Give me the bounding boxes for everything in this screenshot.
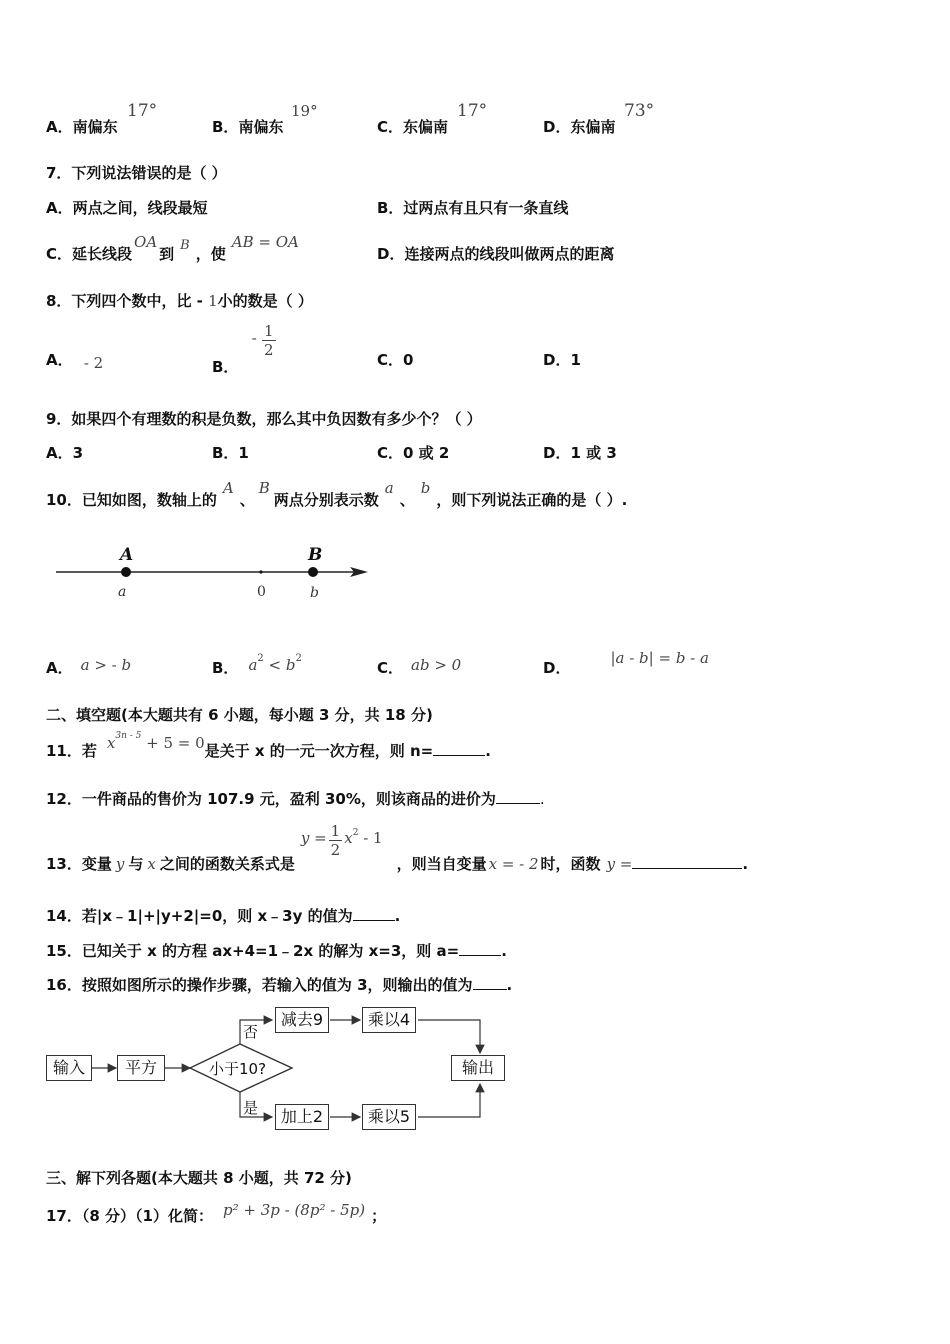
q6-degree-b: 19° [291,102,318,120]
section-3-heading: 三、解下列各题(本大题共 8 小题，共 72 分) [46,1169,352,1187]
stem-text: . [742,855,749,873]
variable: b [285,656,296,674]
minus-sign: - [251,329,257,347]
option-text: 南偏东 [72,118,118,136]
equation: AB = OA [231,233,299,251]
q8-option-c: C．0 [377,351,414,369]
q6-degree-c: 17° [457,101,488,121]
option-letter: A． [46,118,73,136]
q9-stem: 9．如果四个有理数的积是负数，那么其中负因数有多少个？（ ） [46,410,482,428]
q7-option-b: B．过两点有且只有一条直线 [377,199,569,217]
equation: |a - b| = b - a [610,649,709,667]
stem-text: 12．一件商品的售价为 107.9 元，盈利 30%，则该商品的进价为 [46,790,496,808]
variable: x [344,829,353,847]
axis-label-zero: 0 [257,584,266,600]
separator: 、 [399,491,415,509]
option-text: 东偏南 [570,118,616,136]
exponent: 2 [352,828,359,838]
stem-text: 14．若|x﹣1|+|y+2|=0，则 x﹣3y 的值为 [46,907,353,925]
q9-option-b: B．1 [212,444,249,462]
stem-text: 是关于 x 的一元一次方程，则 n= [204,742,434,760]
axis-label-b: b [310,585,319,601]
option-letter: B． [212,659,239,677]
q9-option-c: C．0 或 2 [377,444,450,462]
q9-option-a: A．3 [46,444,84,462]
stem-text: ； [371,1207,387,1225]
stem-text: 8．下列四个数中，比 - [46,292,209,310]
section-2-heading: 二、填空题(本大题共有 6 小题，每小题 3 分，共 18 分) [46,706,433,724]
option-text: C．延长线段 [46,245,133,263]
flow-yes-label: 是 [243,1099,259,1117]
axis-label-a: a [118,584,127,600]
variable: x [147,855,156,873]
stem-text: 与 [128,855,144,873]
stem-text: 11．若 [46,742,97,760]
option-letter: C． [377,118,404,136]
stem-text: . [539,790,545,808]
stem-text: . [394,907,401,925]
variable: y [115,855,125,873]
exponent: 3n - 5 [115,731,142,741]
flow-condition-label: 小于10? [209,1060,267,1078]
function-lhs: y = [300,829,327,847]
inequality: a > - b [80,656,132,674]
q7-stem: 7．下列说法错误的是（ ） [46,164,227,182]
point-label: B [180,238,190,253]
q9-option-d: D．1 或 3 [543,444,617,462]
flow-output-box: 输出 [451,1055,505,1081]
segment-label: OA [134,233,158,251]
number: - 2 [83,354,104,372]
arrow-mul4-output [418,1020,480,1053]
point-label: B [258,479,270,497]
option-letter: D． [543,659,571,677]
option-letter: B． [212,358,239,376]
condition: x = - 2 [488,855,539,873]
option-letter: A． [46,351,73,369]
flow-square-box: 平方 [117,1055,165,1081]
q17 [46,1201,387,1226]
axis-label-A: A [120,545,134,565]
stem-text: 13．变量 [46,855,112,873]
flow-mul5-box: 乘以5 [362,1104,416,1130]
stem-text: ，则下列说法正确的是（ ）. [436,491,628,509]
stem-text: . [501,942,507,960]
flow-sub9-box: 减去9 [275,1007,329,1033]
exponent: 2 [257,653,264,664]
numerator: 1 [263,322,274,340]
stem-text: 两点分别表示数 [273,491,379,509]
q6-degree-a: 17° [127,101,158,121]
stem-text: 小的数是（ ） [217,292,313,310]
separator: 、 [239,491,255,509]
q8-option-d: D．1 [543,351,581,369]
q7-option-a: A．两点之间，线段最短 [46,199,208,217]
stem-text: 之间的函数关系式是 [159,855,295,873]
stem-text: 10．已知如图，数轴上的 [46,491,217,509]
option-letter: B． [212,118,239,136]
variable: a [384,479,394,497]
arrow-mul5-output [418,1084,480,1117]
operator: < [263,656,286,674]
stem-text: . [506,976,513,994]
point-label: A [222,479,234,497]
option-text: 到 [159,245,175,263]
flow-no-label: 否 [243,1023,259,1041]
option-letter: D． [543,118,571,136]
stem-text: ，则当自变量 [396,855,487,873]
option-letter: A． [46,659,73,677]
q6-degree-d: 73° [624,101,655,121]
flow-mul4-box: 乘以4 [362,1007,416,1033]
stem-text: 15．已知关于 x 的方程 ax+4=1﹣2x 的解为 x=3，则 a= [46,942,460,960]
option-text: 东偏南 [403,118,449,136]
variable: a [248,656,258,674]
denominator: 2 [263,341,274,359]
variable: x [106,734,116,752]
stem-text: 16．按照如图所示的操作步骤，若输入的值为 3，则输出的值为 [46,976,473,994]
option-text: 南偏东 [238,118,284,136]
function-lhs: y = [606,855,633,873]
equation: + 5 = 0 [141,734,205,752]
stem-text: 时，函数 [540,855,601,873]
constant-term: - 1 [358,829,383,847]
inequality: ab > 0 [411,656,462,674]
q7-option-d: D．连接两点的线段叫做两点的距离 [377,245,615,263]
option-text: ，使 [195,245,226,263]
axis-label-B: B [308,545,323,565]
stem-text: 17．（8 分）（1）化简： [46,1207,213,1225]
flow-add2-box: 加上2 [275,1104,329,1130]
stem-text: . [485,742,491,760]
expression: p² + 3p - (8p² - 5p) [222,1201,366,1219]
denominator: 2 [330,841,341,859]
exponent: 2 [295,653,302,664]
flow-input-box: 输入 [46,1055,92,1081]
number: 1 [208,292,218,310]
numerator: 1 [330,822,341,840]
variable: b [420,479,431,497]
option-letter: C． [377,659,404,677]
